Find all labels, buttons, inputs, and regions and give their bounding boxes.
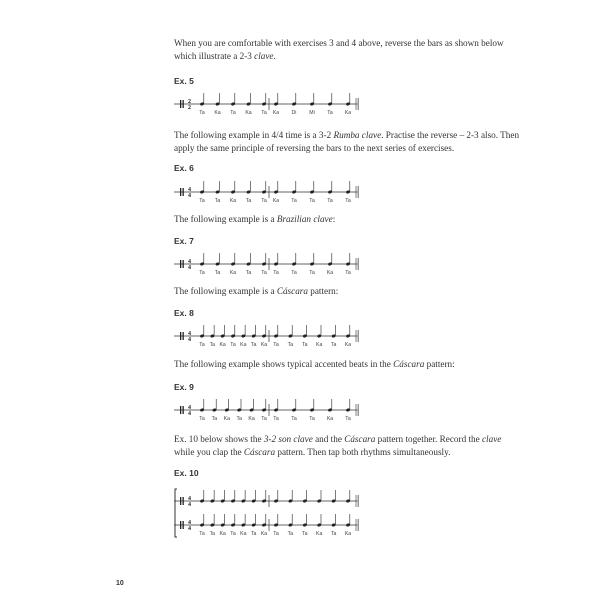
svg-text:4: 4 [188,187,191,193]
example-6-staff [174,178,364,208]
syllable-label: Ta [261,416,267,422]
syllable-label: Ta [209,531,216,537]
syllable-label: Di [291,110,297,116]
svg-text:4: 4 [188,193,191,199]
example-8-staff [174,322,364,352]
svg-text:4: 4 [188,526,191,532]
syllable-label: Ka [272,110,280,116]
syllable-label: Ka [245,110,252,116]
syllable-label: Ka [229,198,237,204]
paragraph-3: The following example is a Brazilian clave: [174,214,336,224]
syllable-label: Ta [199,531,205,537]
svg-text:4: 4 [188,265,191,271]
syllable-label: Ka [326,270,334,276]
syllable-label: Ta [199,416,205,422]
syllable-label: Ta [199,198,205,204]
syllable-label: Ta [236,416,242,422]
syllable-label: Ka [344,531,352,537]
syllable-label: Ta [345,270,351,276]
syllable-label: Ta [345,198,351,204]
paragraph-5: The following example shows typical accented beats in the Cáscara pattern: [174,359,455,369]
svg-text:4: 4 [188,502,191,508]
syllable-label: Ka [272,198,280,204]
syllable-label: Ta [273,531,279,537]
syllable-label: Ka [240,342,247,348]
syllable-label: Ta [230,110,236,116]
syllable-label: Ka [214,110,221,116]
syllable-label: Ka [219,342,226,348]
syllable-label: Ta [199,110,205,116]
example-5-staff [174,90,364,120]
svg-text:4: 4 [188,259,191,265]
example-9-label: Ex. 9 [174,382,194,392]
syllable-label: Ka [344,110,352,116]
syllable-label: Ta [291,198,297,204]
syllable-label: Ta [261,110,267,116]
syllable-label: Ka [219,531,226,537]
svg-text:4: 4 [188,520,191,526]
syllable-label: Ka [240,531,247,537]
syllable-label: Ka [316,531,323,537]
syllable-label: Ta [273,342,279,348]
syllable-label: Ka [326,416,334,422]
syllable-label: Ta [199,342,205,348]
syllable-label: Ta [302,342,308,348]
syllable-label: Ta [261,198,267,204]
syllable-label: Ka [229,270,237,276]
svg-text:4: 4 [188,331,191,337]
syllable-label: Ta [309,270,315,276]
syllable-label: Ka [248,416,255,422]
syllable-label: Ta [245,198,252,204]
svg-text:4: 4 [188,405,191,411]
syllable-label: Ta [327,110,333,116]
example-10-label: Ex. 10 [174,468,199,478]
syllable-label: Ta [230,342,236,348]
syllable-label: Mi [309,110,315,116]
paragraph-1: When you are comfortable with exercises 3 and 4 above, reverse the bars as shown below which illustrate a 2-3 clave. [174,38,504,61]
syllable-label: Ta [327,198,333,204]
svg-text:4: 4 [188,496,191,502]
syllable-label: Ta [309,198,315,204]
example-10-staff [174,483,364,543]
syllable-label: Ta [214,270,221,276]
syllable-label: Ta [287,342,294,348]
syllable-label: Ta [273,416,279,422]
syllable-label: Ta [261,270,267,276]
syllable-label: Ta [211,416,218,422]
example-7-staff [174,250,364,280]
syllable-label: Ta [245,270,252,276]
page-number: 10 [116,580,124,587]
svg-text:2: 2 [188,99,191,105]
example-7-label: Ex. 7 [174,236,194,246]
syllable-label: Ka [223,416,230,422]
syllable-label: Ka [260,531,268,537]
example-5-label: Ex. 5 [174,76,194,86]
paragraph-2: The following example in 4/4 time is a 3-2 Rumba clave. Practise the reverse – 2-3 also. Then apply the same principle of reversing the bars to the next series of exercises. [174,130,520,153]
example-6-label: Ex. 6 [174,163,194,173]
syllable-label: Ta [273,270,279,276]
syllable-label: Ta [330,342,337,348]
syllable-label: Ta [345,416,351,422]
svg-text:4: 4 [188,337,191,343]
syllable-label: Ta [199,270,205,276]
syllable-label: Ka [316,342,323,348]
svg-text:2: 2 [188,105,191,111]
syllable-label: Ta [291,270,297,276]
example-9-staff [174,396,364,426]
syllable-label: Ta [302,531,308,537]
syllable-label: Ta [291,416,297,422]
syllable-label: Ta [250,531,257,537]
syllable-label: Ta [309,416,315,422]
syllable-label: Ta [287,531,294,537]
syllable-label: Ka [260,342,268,348]
example-8-label: Ex. 8 [174,308,194,318]
syllable-label: Ta [214,198,221,204]
syllable-label: Ta [330,531,337,537]
paragraph-6: Ex. 10 below shows the 3-2 son clave and the Cáscara pattern together. Record the clave while you clap the Cáscara pattern. Then tap both rhythms simultaneously. [174,434,502,457]
paragraph-4: The following example is a Cáscara pattern: [174,286,339,296]
syllable-label: Ta [230,531,236,537]
syllable-label: Ta [250,342,257,348]
syllable-label: Ka [344,342,352,348]
syllable-label: Ta [209,342,216,348]
svg-text:4: 4 [188,411,191,417]
